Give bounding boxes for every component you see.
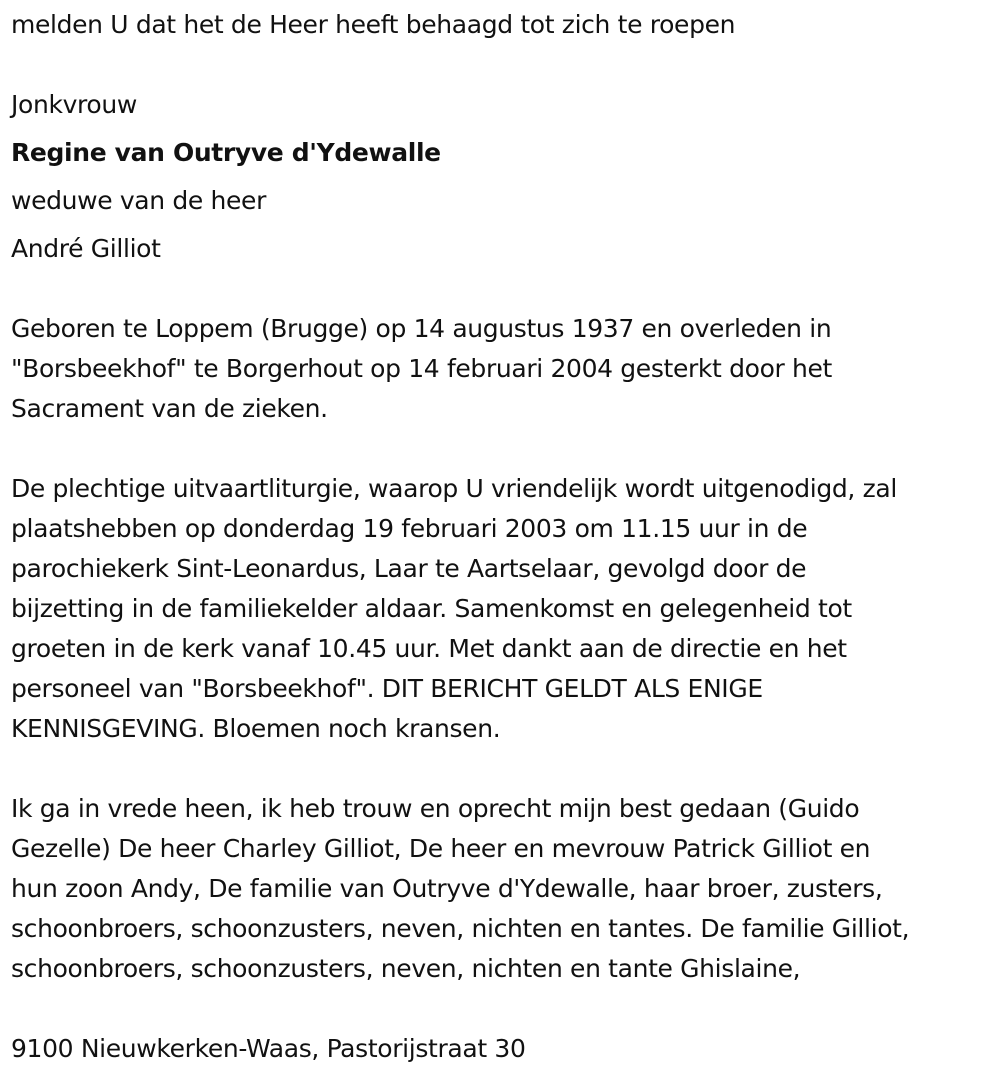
title-prefix: Jonkvrouw	[11, 90, 137, 119]
paragraph-line: hun zoon Andy, De familie van Outryve d'Ydewalle, haar broer, zusters,	[11, 874, 883, 903]
paragraph-line: De plechtige uitvaartliturgie, waarop U vriendelijk wordt uitgenodigd, zal	[11, 474, 897, 503]
deceased-name: Regine van Outryve d'Ydewalle	[11, 138, 441, 167]
intro-text: melden U dat het de Heer heeft behaagd tot zich te roepen	[11, 10, 736, 39]
paragraph-line: schoonbroers, schoonzusters, neven, nichten en tante Ghislaine,	[11, 954, 801, 983]
paragraph-line: plaatshebben op donderdag 19 februari 2003 om 11.15 uur in de	[11, 514, 808, 543]
paragraph-line: schoonbroers, schoonzusters, neven, nichten en tantes. De familie Gilliot,	[11, 914, 910, 943]
birth-death-paragraph	[11, 309, 996, 429]
paragraph-line: Ik ga in vrede heen, ik heb trouw en oprecht mijn best gedaan (Guido	[11, 794, 860, 823]
family-paragraph	[11, 789, 996, 989]
relation-text: weduwe van de heer	[11, 186, 267, 215]
paragraph-line: "Borsbeekhof" te Borgerhout op 14 februari 2004 gesterkt door het	[11, 354, 833, 383]
paragraph-line: personeel van "Borsbeekhof". DIT BERICHT GELDT ALS ENIGE	[11, 674, 763, 703]
paragraph-line: Gezelle) De heer Charley Gilliot, De heer en mevrouw Patrick Gilliot en	[11, 834, 871, 863]
address-text: 9100 Nieuwkerken-Waas, Pastorijstraat 30	[11, 1034, 526, 1063]
paragraph-line: groeten in de kerk vanaf 10.45 uur. Met dankt aan de directie en het	[11, 634, 847, 663]
spouse-name: André Gilliot	[11, 234, 161, 263]
paragraph-line: parochiekerk Sint-Leonardus, Laar te Aartselaar, gevolgd door de	[11, 554, 807, 583]
paragraph-line: Geboren te Loppem (Brugge) op 14 augustus 1937 en overleden in	[11, 314, 832, 343]
paragraph-line: Sacrament van de zieken.	[11, 394, 328, 423]
paragraph-line: KENNISGEVING. Bloemen noch kransen.	[11, 714, 501, 743]
paragraph-line: bijzetting in de familiekelder aldaar. Samenkomst en gelegenheid tot	[11, 594, 852, 623]
funeral-paragraph	[11, 469, 996, 749]
